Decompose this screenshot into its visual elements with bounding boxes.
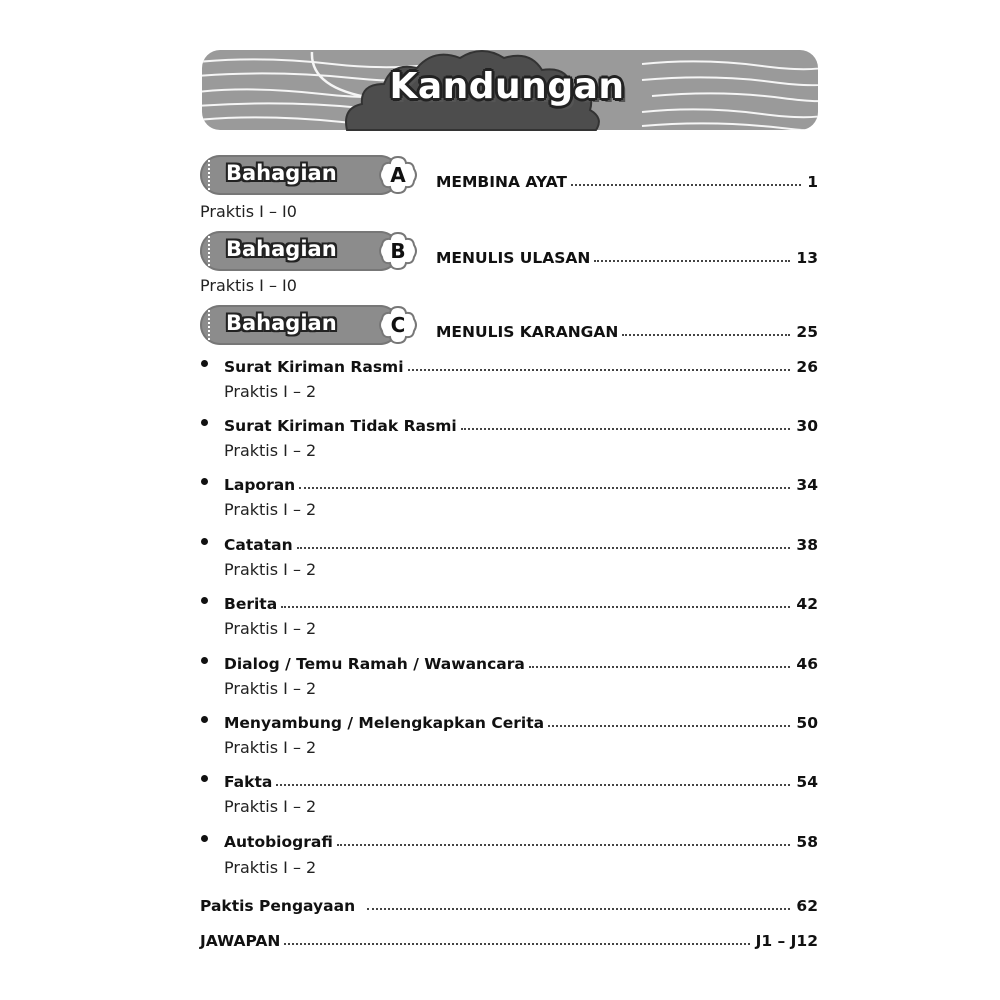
toc-page: 13 <box>796 249 818 267</box>
toc-page: 50 <box>796 714 818 732</box>
topic-practice: Praktis I – 2 <box>224 738 317 757</box>
dot-leader <box>284 943 749 945</box>
toc-page: 34 <box>796 476 818 494</box>
dot-leader <box>276 784 790 786</box>
toc-title: Fakta <box>224 773 273 791</box>
bullet-icon <box>201 775 208 782</box>
toc-entry-topic[interactable] <box>224 767 818 791</box>
toc-page: 54 <box>796 773 818 791</box>
bullet-icon <box>201 716 208 723</box>
toc-title: MEMBINA AYAT <box>436 173 568 191</box>
toc-entry-topic[interactable] <box>224 470 818 494</box>
toc-entry-topic[interactable] <box>224 352 818 376</box>
bullet-icon <box>201 597 208 604</box>
bullet-icon <box>201 538 208 545</box>
topic-practice: Praktis I – 2 <box>224 679 317 698</box>
toc-entry-pengayaan[interactable] <box>200 891 818 915</box>
bullet-icon <box>201 419 208 426</box>
topic-practice: Praktis I – 2 <box>224 858 317 877</box>
section-a-practice: Praktis I – I0 <box>200 202 297 221</box>
toc-page: 46 <box>796 655 818 673</box>
toc-title: MENULIS ULASAN <box>436 249 591 267</box>
toc-title: Laporan <box>224 476 296 494</box>
toc-title: MENULIS KARANGAN <box>436 323 619 341</box>
dot-leader <box>529 666 791 668</box>
toc-entry-jawapan[interactable] <box>200 926 818 950</box>
toc-entry-topic[interactable] <box>224 649 818 673</box>
dot-leader <box>367 908 790 910</box>
dot-leader <box>571 184 801 186</box>
section-a-tab <box>200 155 418 195</box>
toc-entry-topic[interactable] <box>224 411 818 435</box>
topic-practice: Praktis I – 2 <box>224 382 317 401</box>
toc-page: 26 <box>796 358 818 376</box>
tab-label: Bahagian <box>226 311 337 335</box>
dot-leader <box>337 844 791 846</box>
dot-leader <box>594 260 790 262</box>
toc-title: Surat Kiriman Rasmi <box>224 358 404 376</box>
dot-leader <box>548 725 790 727</box>
header-banner <box>202 48 818 132</box>
bullet-icon <box>201 478 208 485</box>
toc-title: JAWAPAN <box>200 932 281 950</box>
toc-entry-topic[interactable] <box>224 589 818 613</box>
dot-leader <box>297 547 791 549</box>
toc-entry-topic[interactable] <box>224 827 818 851</box>
toc-title: Catatan <box>224 536 293 554</box>
topic-practice: Praktis I – 2 <box>224 441 317 460</box>
toc-page: 62 <box>796 897 818 915</box>
dot-leader <box>461 428 791 430</box>
dot-leader <box>622 334 790 336</box>
toc-title: Surat Kiriman Tidak Rasmi <box>224 417 457 435</box>
topic-practice: Praktis I – 2 <box>224 619 317 638</box>
tab-label: Bahagian <box>226 161 337 185</box>
toc-title: Autobiografi <box>224 833 333 851</box>
topic-practice: Praktis I – 2 <box>224 500 317 519</box>
toc-entry-section-b[interactable] <box>436 243 818 267</box>
section-b-tab <box>200 231 418 271</box>
toc-entry-topic[interactable] <box>224 708 818 732</box>
toc-page: 38 <box>796 536 818 554</box>
dot-leader <box>281 606 790 608</box>
toc-page: 1 <box>807 173 818 191</box>
topic-practice: Praktis I – 2 <box>224 797 317 816</box>
section-c-tab <box>200 305 418 345</box>
toc-page: 25 <box>796 323 818 341</box>
toc-page: 30 <box>796 417 818 435</box>
page-title: Kandungan <box>389 66 625 107</box>
bullet-icon <box>201 657 208 664</box>
toc-entry-section-c[interactable] <box>436 317 818 341</box>
section-letter: A <box>390 163 406 187</box>
section-letter: B <box>390 239 406 263</box>
tab-label: Bahagian <box>226 237 337 261</box>
section-letter: C <box>390 313 406 337</box>
toc-title: Menyambung / Melengkapkan Cerita <box>224 714 545 732</box>
bullet-icon <box>201 360 208 367</box>
dot-leader <box>299 487 790 489</box>
toc-page: 58 <box>796 833 818 851</box>
toc-title: Paktis Pengayaan <box>200 897 356 915</box>
toc-entry-topic[interactable] <box>224 530 818 554</box>
topic-practice: Praktis I – 2 <box>224 560 317 579</box>
toc-title: Berita <box>224 595 278 613</box>
section-b-practice: Praktis I – I0 <box>200 276 297 295</box>
toc-title: Dialog / Temu Ramah / Wawancara <box>224 655 525 673</box>
bullet-icon <box>201 835 208 842</box>
toc-page: J1 – J12 <box>755 932 818 950</box>
toc-entry-section-a[interactable] <box>436 167 818 191</box>
toc-page: 42 <box>796 595 818 613</box>
dot-leader <box>408 369 791 371</box>
